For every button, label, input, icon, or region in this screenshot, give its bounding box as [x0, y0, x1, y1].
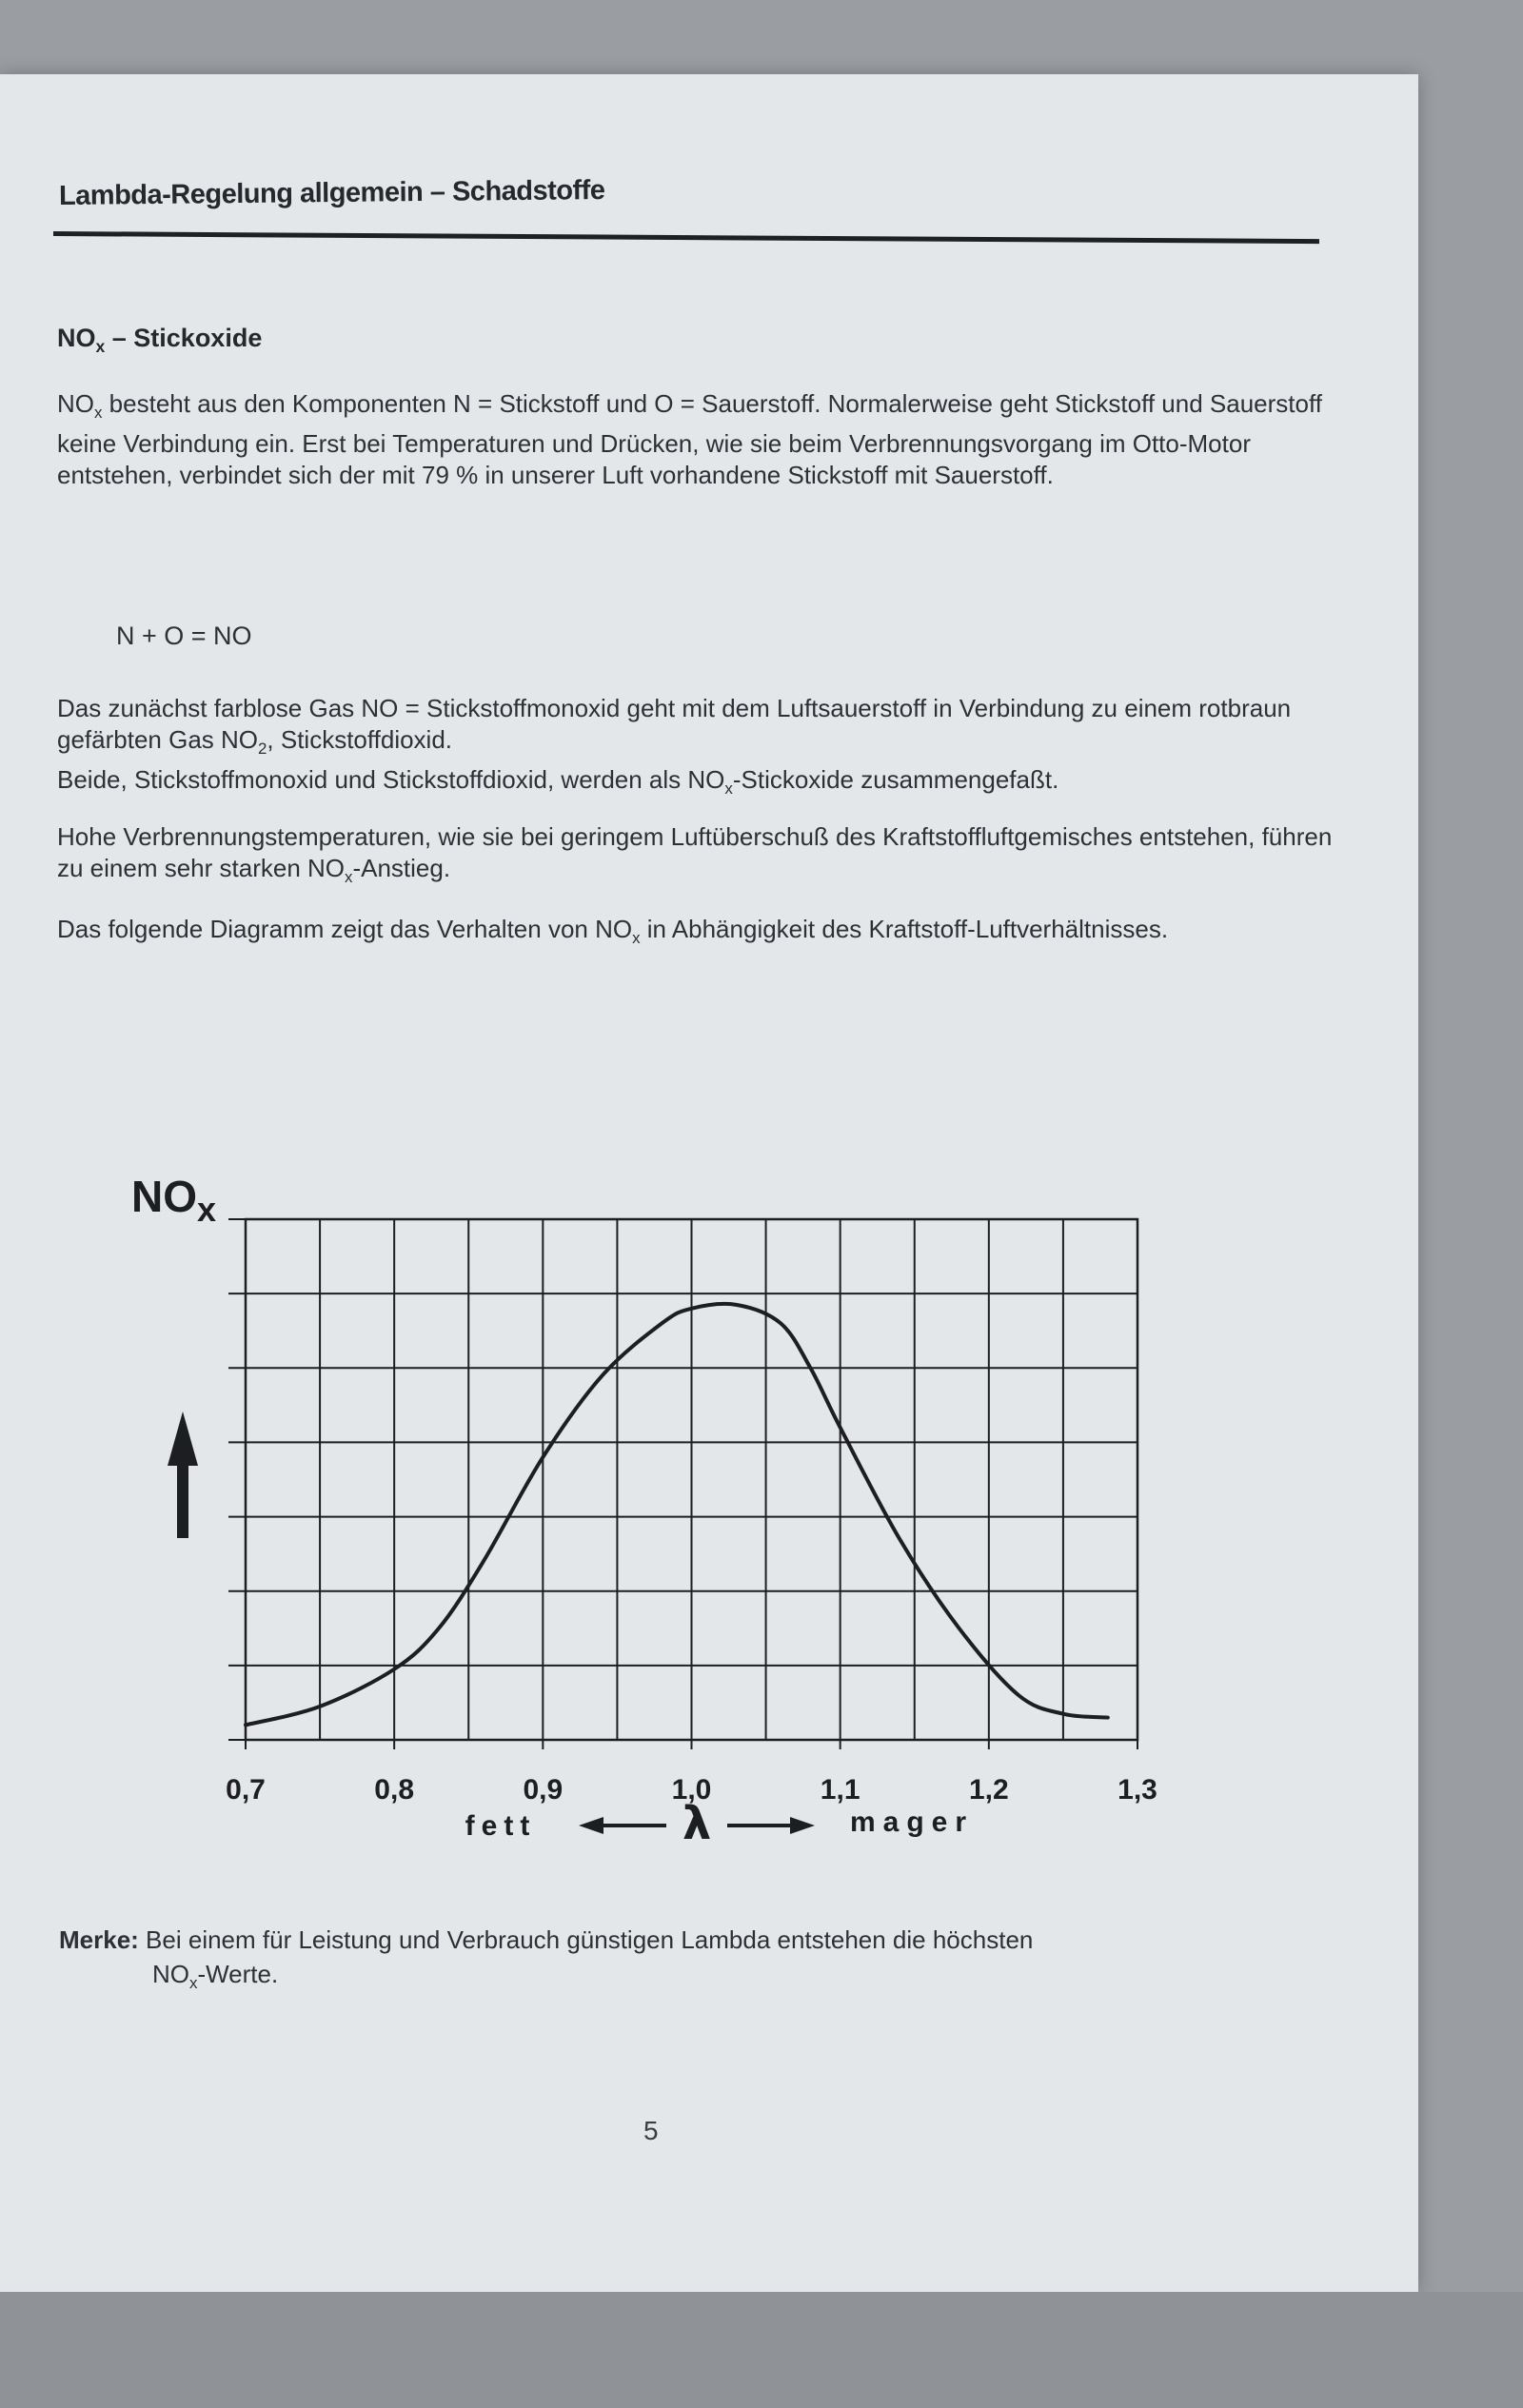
- note-label: Merke:: [59, 1925, 139, 1954]
- y-axis-up-arrow-icon: [168, 1411, 198, 1466]
- x-tick-label: 1,2: [968, 1774, 1009, 1806]
- left-arrow-icon: [579, 1817, 603, 1834]
- p1-sub: x: [94, 403, 103, 422]
- p2-c: Beide, Stickstoffmonoxid und Stickstoffdioxid, werden als NO: [57, 764, 725, 794]
- p2-sub2: x: [724, 779, 733, 798]
- p1-b: besteht aus den Komponenten N = Stickstoff und O = Sauerstoff. Normalerweise geht Stickstoff und Sauerstoff keine Verbindung ein. Erst bei Temperaturen und Drücken, wie sie beim Verbrennungsvorgang im Otto-Motor entstehen, verbindet sich der mit 79 % in unserer Luft vorhandene Stickstoff mit Sauerstoff.: [57, 389, 1322, 489]
- y-axis-label-main: NO: [131, 1172, 197, 1221]
- section-title-sub: x: [95, 337, 106, 357]
- note-line2-sub: x: [189, 1973, 198, 1992]
- note-line1: Bei einem für Leistung und Verbrauch günstigen Lambda entstehen die höchsten: [138, 1925, 1034, 1954]
- x-tick-label: 1,1: [820, 1774, 860, 1806]
- p3-sub: x: [345, 867, 353, 886]
- p1-a: NO: [57, 389, 94, 418]
- formula: N + O = NO: [116, 622, 252, 650]
- chart-grid: [228, 1219, 1137, 1749]
- y-axis-label-sub: x: [197, 1190, 217, 1229]
- p2-sub: 2: [258, 739, 267, 758]
- note-line2-b: -Werte.: [197, 1960, 279, 1988]
- section-title-rest: – Stickoxide: [105, 324, 263, 352]
- p4-sub: x: [632, 928, 641, 947]
- p3-b: -Anstieg.: [352, 854, 451, 882]
- section-title-main: NO: [57, 324, 96, 352]
- desk-background: [0, 2292, 1523, 2408]
- x-axis-label-fett: fett: [465, 1810, 537, 1842]
- note-line2: [59, 1957, 1201, 2001]
- p4-b: in Abhängigkeit des Kraftstoff-Luftverhältnisses.: [640, 915, 1169, 943]
- x-tick-label: 1,0: [671, 1774, 712, 1806]
- page-header-title: Lambda-Regelung allgemein – Schadstoffe: [58, 174, 605, 211]
- chart-labels: [131, 1172, 1157, 1850]
- x-tick-label: 0,9: [523, 1774, 564, 1806]
- y-axis-label: [131, 1172, 216, 1229]
- document-page: [0, 74, 1418, 2292]
- page-number: 5: [643, 2116, 659, 2145]
- p4-a: Das folgende Diagramm zeigt das Verhalten von NO: [57, 915, 633, 943]
- x-tick-label: 1,3: [1118, 1774, 1157, 1806]
- chart-axes: [168, 1219, 1137, 1834]
- p3-a: Hohe Verbrennungstemperaturen, wie sie bei geringem Luftüberschuß des Kraftstoffluftgemisches entstehen, führen zu einem sehr starken NO: [57, 822, 1333, 882]
- right-arrow-icon: [790, 1817, 815, 1834]
- p2-b: , Stickstoffdioxid.: [267, 725, 453, 754]
- x-axis-label-lambda: λ: [682, 1797, 712, 1850]
- y-axis-up-arrow-shaft-icon: [177, 1462, 188, 1538]
- x-axis-label-mager: mager: [849, 1806, 975, 1838]
- p2-d: -Stickoxide zusammengefaßt.: [732, 764, 1059, 794]
- p2-a: Das zunächst farblose Gas NO = Stickstoffmonoxid geht mit dem Luftsauerstoff in Verbindung zu einem rotbraun gefärbten Gas NO: [57, 694, 1292, 754]
- note-line2-a: NO: [152, 1960, 189, 1988]
- note-merke: [59, 1923, 1201, 2001]
- x-tick-label: 0,7: [226, 1774, 266, 1806]
- x-tick-label: 0,8: [374, 1774, 415, 1806]
